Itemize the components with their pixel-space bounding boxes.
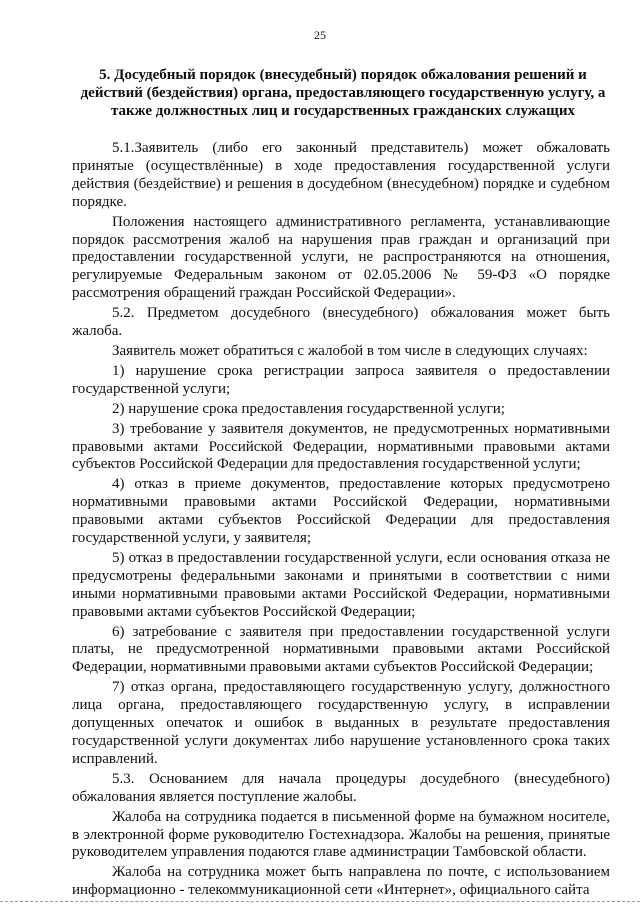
list-item: 2) нарушение срока предоставления государственной услуги; (112, 400, 505, 417)
paragraph: 5.2. Предметом досудебного (внесудебного) обжалования может быть жалоба. (72, 305, 610, 340)
list-item: 5) отказ в предоставлении государственной услуги, если основания отказа не предусмотрены федеральными законами и принятыми в соответствии с ними иными нормативными правовыми актами Российской Федерации, нормативными правовыми актами субъектов Российской Федерации; (72, 549, 610, 620)
paragraph: 5.1.Заявитель (либо его законный представитель) может обжаловать принятые (осуществлённые) в ходе предоставления государственной услуги действия (бездействие) и решения в досудебном (внесудебном) порядке и судебном порядке. (72, 140, 610, 210)
page-number: 25 (314, 28, 326, 42)
paragraph: Положения настоящего административного регламента, устанавливающие порядок рассмотрения жалоб на нарушения прав граждан и организаций при предоставлении государственной услуги, не распространяются на отношения, регулируемые Федеральным законом от 02.05.2006 № 59-ФЗ «О порядке рассмотрения обращений граждан Российской Федерации». (72, 213, 610, 302)
list-item: 1) нарушение срока регистрации запроса заявителя о предоставлении государственной услуги; (72, 362, 610, 397)
paragraph: Заявитель может обратиться с жалобой в том числе в следующих случаях: (112, 342, 588, 359)
paragraph: Жалоба на сотрудника подается в письменной форме на бумажном носителе, в электронной форме руководителю Гостехнадзора. Жалобы на решения, принятые руководителем управления подаются главе администрации Тамбовской области. (72, 808, 610, 861)
list-item: 4) отказ в приеме документов, предоставление которых предусмотрено нормативными правовыми актами Российской Федерации, нормативными правовыми актами субъектов Российской Федерации для предоставления государственной услуги, у заявителя; (72, 476, 610, 547)
list-item: 7) отказ органа, предоставляющего государственную услугу, должностного лица органа, предоставляющего государственную услугу, в исправлении допущенных опечаток и ошибок в выданных в результате предоставления государственной услуги документах либо нарушение установленного срока таких исправлений. (72, 679, 610, 767)
list-item: 3) требование у заявителя документов, не предусмотренных нормативными правовыми актами Российской Федерации, нормативными правовыми актами субъектов Российской Федерации для предоставления государственной услуги; (72, 420, 610, 473)
paragraph: 5.3. Основанием для начала процедуры досудебного (внесудебного) обжалования является поступление жалобы. (72, 770, 610, 805)
list-item: 6) затребование с заявителя при предоставлении государственной услуги платы, не предусмотренной нормативными правовыми актами Российской Федерации, нормативными правовыми актами субъектов Российской Федерации; (72, 623, 610, 676)
section-heading: 5. Досудебный порядок (внесудебный) порядок обжалования решений и действий (бездействия) органа, предоставляющего государственную услугу, а также должностных лиц и государственных гражданских служащих (80, 67, 606, 119)
scan-edge-divider (0, 901, 640, 903)
paragraph: Жалоба на сотрудника может быть направлена по почте, с использованием информационно - телекоммуникационной сети «Интернет», официального сайта (72, 864, 610, 899)
body-text (72, 140, 610, 902)
